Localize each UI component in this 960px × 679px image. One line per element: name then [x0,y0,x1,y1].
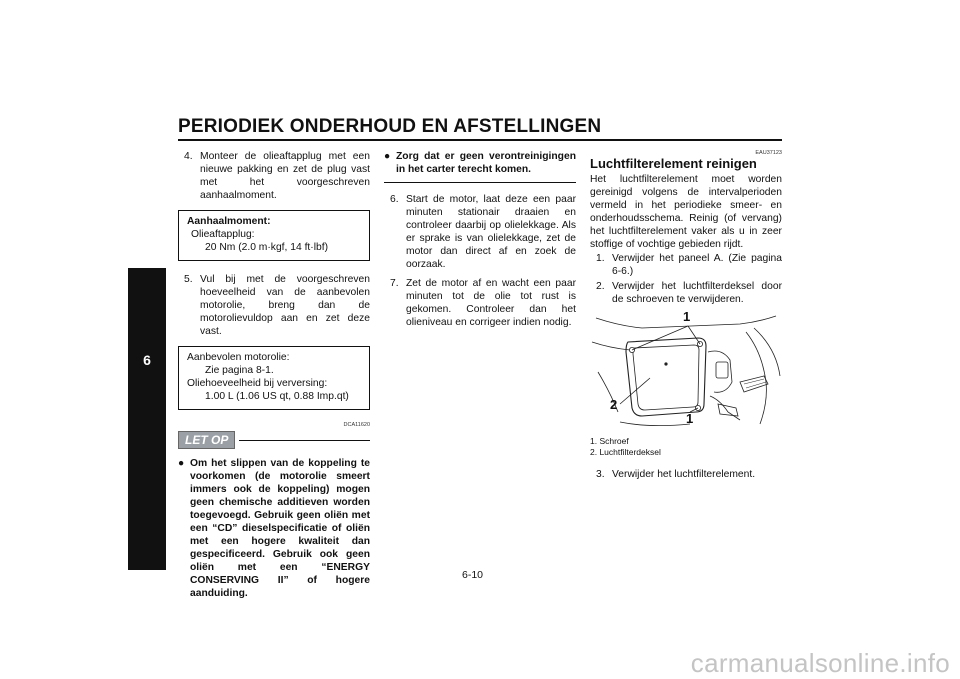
step-text: Start de motor, laat deze een paar minuten stationair draaien en controleer daarbij op olielekkage. Als er sprake is van olielekkage, zet de motor dan direct af en zoek de oorzaak. [406,194,576,270]
spec-line: 20 Nm (2.0 m·kgf, 14 ft·lbf) [205,242,329,253]
step-6 [384,193,576,271]
torque-spec-box [178,210,370,261]
bullet-icon: ● [384,151,391,162]
bullet-text: Om het slippen van de koppeling te voorkomen (de motorolie smeert immers ook de koppeling) mogen geen chemische additieven worden toegevoegd. Gebruik geen oliën met een “CD” dieselspecificatie of oliën met een hogere kwaliteit dan gespecificeerd. Gebruik ook geen oliën met een “ENERGY CONSERVING II” of hogere aanduiding. [190,458,370,599]
step-number: 6. [390,194,399,205]
notice-bullet [178,457,370,600]
step-number: 2. [596,281,605,292]
step-1 [590,252,782,278]
watermark: carmanualsonline.info [690,648,950,678]
spec-line: Zie pagina 8-1. [205,365,274,376]
step-number: 3. [596,469,605,480]
figure-caption [590,436,782,458]
notice-header [178,431,370,449]
caption-item: 2. Luchtfilterdeksel [590,447,661,457]
spec-title: Aanhaalmoment: [187,216,271,227]
column-right [590,150,782,487]
spec-line: Aanbevolen motorolie: [187,352,290,363]
notice-end-rule [384,182,576,183]
spec-line: 1.00 L (1.06 US qt, 0.88 Imp.qt) [205,391,349,402]
step-text: Zet de motor af en wacht een paar minuten tot de olie tot rust is gekomen. Controleer dan het olieniveau en corrigeer indien nodig. [406,278,576,328]
notice-label: LET OP [178,431,235,449]
spec-line: Oliehoeveelheid bij verversing: [187,378,328,389]
notice-rule [239,440,370,441]
air-filter-illustration [590,309,782,432]
page-title: PERIODIEK ONDERHOUD EN AFSTELLINGEN [178,116,602,137]
caption-item: 1. Schroef [590,436,629,446]
callout-1-top: 1 [683,309,691,324]
section-intro: Het luchtfilterelement moet worden gereinigd volgens de intervalperioden vermeld in het periodieke smeer- en onderhoudsschema. Reinig (of vervang) het luchtfilterelement vaker als u in zeer stoffige of vochtige gebieden rijdt. [590,174,782,250]
callout-1-bottom: 1 [686,411,694,426]
notice-code: DCA11620 [343,422,370,428]
step-text: Verwijder het luchtfilterdeksel door de schroeven te verwijderen. [612,281,782,305]
step-number: 4. [184,151,193,162]
bullet-icon: ● [178,458,185,469]
step-text: Verwijder het paneel A. (Zie pagina 6-6.) [612,253,782,277]
step-7 [384,277,576,329]
column-left [178,150,370,600]
bullet-text: Zorg dat er geen verontreinigingen in het carter terecht komen. [396,151,576,175]
step-2 [590,280,782,306]
step-text: Vul bij met de voorgeschreven hoeveelheid van de aanbevolen motorolie, breng dan de motorolievuldop aan en zet deze vast. [200,274,370,337]
chapter-tab: 6 [128,268,166,570]
section-title: Luchtfilterelement reinigen [590,156,757,171]
callout-2: 2 [610,397,618,412]
step-number: 7. [390,278,399,289]
spec-line: Olieaftapplug: [191,229,255,240]
title-rule [178,139,782,141]
step-number: 5. [184,274,193,285]
step-5 [178,273,370,338]
page-number: 6-10 [462,569,484,581]
step-text: Monteer de olieaftapplug met een nieuwe pakking en zet de plug vast met het voorgeschreven aanhaalmoment. [200,151,370,201]
step-3 [590,468,782,481]
oil-spec-box [178,346,370,410]
step-text: Verwijder het luchtfilterelement. [612,469,756,480]
step-number: 1. [596,253,605,264]
column-middle [384,150,576,335]
notice-bullet [384,150,576,176]
section-code: EAU37123 [755,150,782,156]
step-4 [178,150,370,202]
